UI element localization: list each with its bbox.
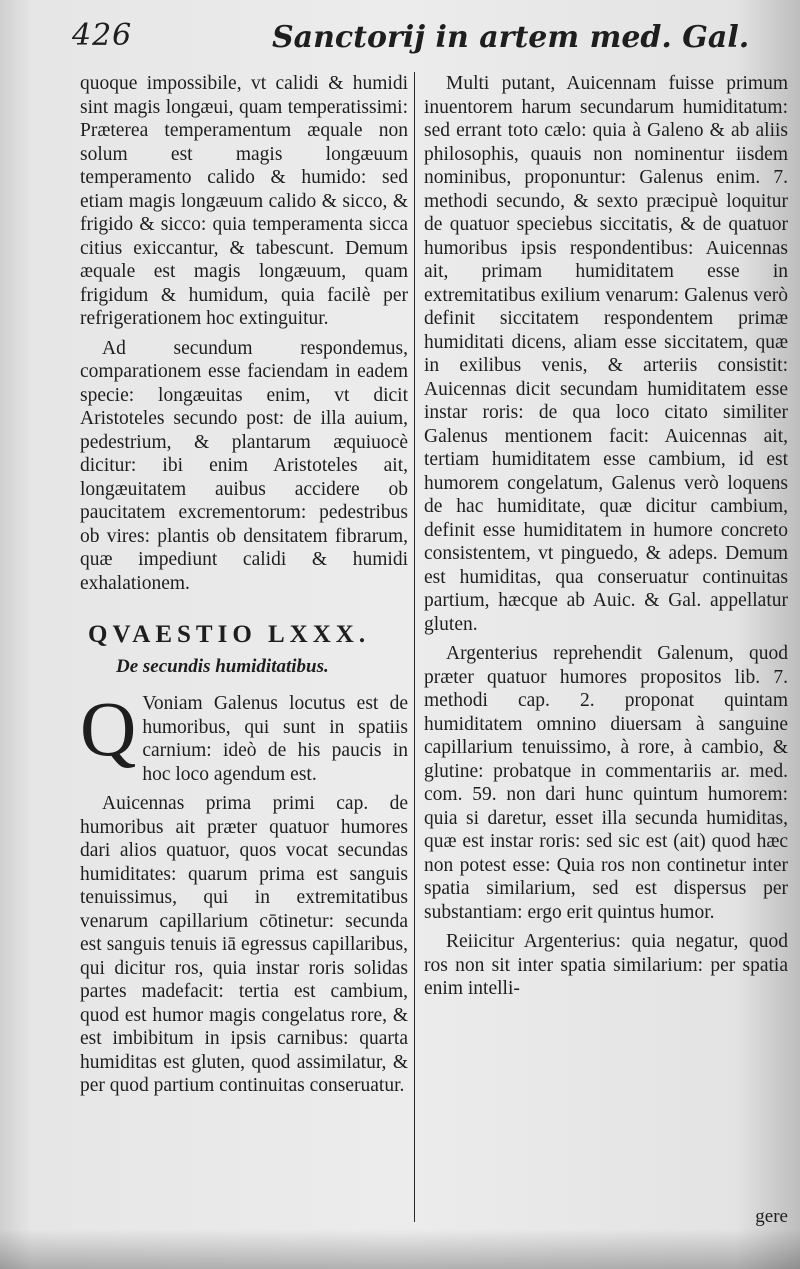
- right-paragraph-3: Reiicitur Argenterius: quia negatur, quod ros non sit inter spatia similarium: per spatia enim intelli-: [424, 931, 788, 999]
- page-header: [72, 18, 780, 68]
- right-paragraph-1: Multi putant, Auicennam fuisse primum inuentorem harum secundarum humiditatum: sed errant toto cælo: quia à Galeno & ab aliis philosophis, quauis non nominentur iisdem nominibus, proponuntur: Galenus enim. 7. methodi secundo, & sexto præcipuè loquitur de quatuor speciebus siccitatis, & de quatuor humoribus ipsis respondentibus: Auicennas ait, primam humiditatem esse in extremitatibus exilium venarum: Galenus verò definit siccitatem respondentem primæ humiditati dicens, aliam esse siccitatem, quæ in exilibus venis, & arteriis consistit: Auicennas dicit secundam humiditatem esse instar roris: de qua loco citato similiter Galenus mentionem facit: Auicennas ait, tertiam humiditatem esse cambium, id est humorem congelatum, Galenus verò loquens de hac humiditate, quæ dicitur cambium, definit esse humiditatem in humore concreto consistentem, vt pinguedo, & adeps. Demum est humiditas, qua conseruatur continuitas partium, hæcque ab Auic. & Gal. appellatur gluten.: [424, 73, 788, 635]
- question-subtitle: De secundis humiditatibus.: [116, 655, 329, 677]
- left-paragraph-2: Ad secundum respondemus, comparationem esse faciendam in eadem specie: longæuitas enim, vt dicit Aristoteles secundo post: de illa auium, pedestrium, & plantarum æquiuocè dicitur: ibi enim Aristoteles ait, longæuitatem auibus accidere ob paucitatem excrementorum: pedestribus ob vires: plantis ob densitatem fibrarum, quæ impediunt calidi & humidi exhalationem.: [80, 337, 408, 594]
- running-head: Sanctorij in artem med. Gal.: [272, 20, 750, 55]
- catchword: gere: [755, 1206, 788, 1227]
- left-paragraph-1: quoque impossibile, vt calidi & humidi sint magis longæui, quam temperatissimi: Præterea temperamentum æquale non solum est magis longæuum temperamento calido & humido: sed etiam magis longæuum calido & sicco, & frigido & sicco: quia temperamenta sicca citius exiccantur, & tabescunt. Demum æquale est magis longæuum, quam frigidum & humidum, quia facilè per refrigerationem hoc extinguitur.: [80, 73, 408, 329]
- question-heading: QVAESTIO LXXX.: [88, 621, 371, 648]
- page-number: 426: [72, 18, 133, 53]
- left-paragraph-4: Auicennas prima primi cap. de humoribus ait præter quatuor humores dari alios quatuor, quos vocat secundas humiditates: quarum prima est sanguis tenuissimus, qui in extremitatibus venarum capillarium cōtinetur: secunda est sanguis tenuis iā egressus capillaribus, qui dicitur ros, quia instar roris solidas partes madefacit: tertia est cambium, quod est humor magis congelatus rore, & est imbibitum in ipsis carnibus: quarta humiditas est gluten, quod assimilatur, & per quod partium continuitas conseruatur.: [80, 793, 408, 1096]
- drop-cap-initial: Q: [80, 685, 137, 772]
- left-paragraph-3: [80, 685, 408, 786]
- left-column: [80, 72, 408, 1104]
- right-column: [424, 72, 788, 1007]
- left-paragraph-3-text: Voniam Galenus locutus est de humoribus, qui sunt in spatiis carnium: ideò de his paucis in hoc loco agendum est.: [142, 693, 408, 785]
- right-paragraph-2: Argenterius reprehendit Galenum, quod præter quatuor humores propositos lib. 7. methodi cap. 2. proponat quintam humiditatem omnino diuersam à sanguine capillarium tenuissimo, à rore, à cambio, & glutine: probatque in commentariis ar. med. com. 59. non dari hunc quintum humorem: quia si daretur, esset illa secunda humiditas, quæ est instar roris: sed sic est (ait) quod hæc non potest esse: Quia ros non continetur inter spatia similarium, sed est dispersus per substantiam: ergo erit quintus humor.: [424, 643, 788, 923]
- column-divider: [414, 72, 415, 1222]
- page-edge-shadow: [0, 1229, 800, 1269]
